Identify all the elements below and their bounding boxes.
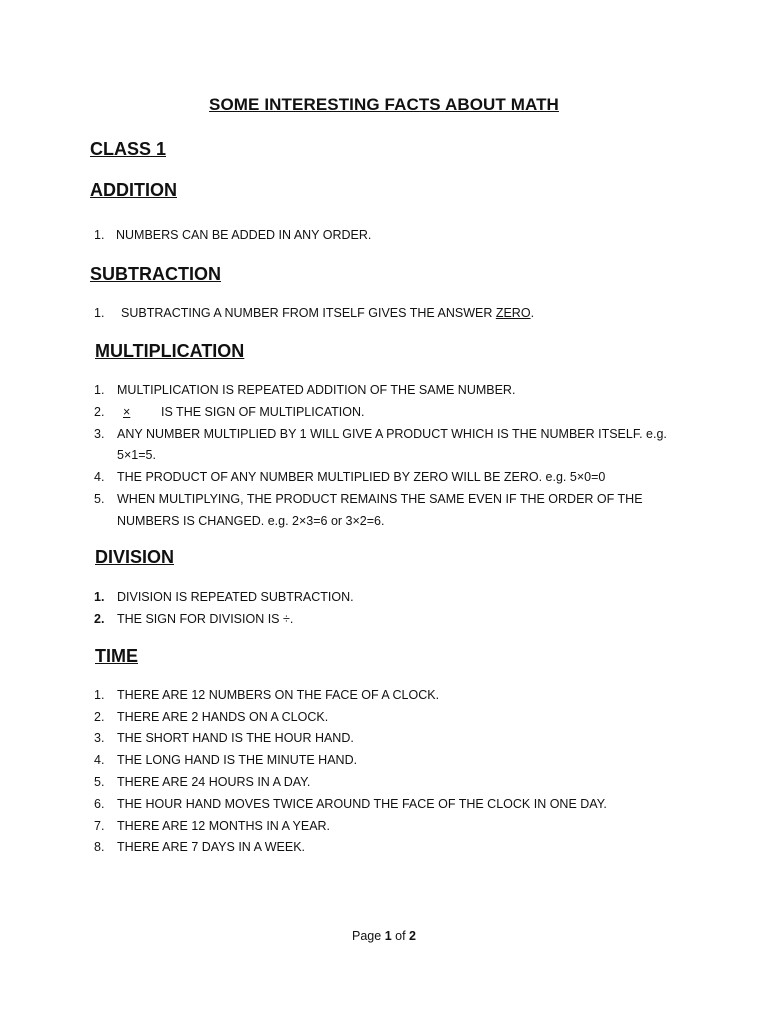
page-word: Page xyxy=(352,929,382,943)
list-text: THE SIGN FOR DIVISION IS ÷. xyxy=(117,612,294,626)
list-text xyxy=(121,306,534,320)
document-title: SOME INTERESTING FACTS ABOUT MATH xyxy=(209,95,559,114)
time-heading: TIME xyxy=(95,646,138,666)
class-heading: CLASS 1 xyxy=(90,139,167,159)
subtraction-heading: SUBTRACTION xyxy=(90,264,221,284)
page-footer xyxy=(0,929,768,943)
list-number: 5. xyxy=(94,492,105,506)
list-number: 2. xyxy=(94,612,105,626)
list-number: 1. xyxy=(94,306,105,320)
list-number: 7. xyxy=(94,819,105,833)
list-number: 2. xyxy=(94,710,105,724)
list-number: 3. xyxy=(94,427,105,441)
list-text: IS THE SIGN OF MULTIPLICATION. xyxy=(161,405,365,419)
list-text-part: SUBTRACTING A NUMBER FROM ITSELF GIVES THE ANSWER xyxy=(121,306,496,320)
list-text: ANY NUMBER MULTIPLIED BY 1 WILL GIVE A PRODUCT WHICH IS THE NUMBER ITSELF. e.g. xyxy=(117,427,667,441)
list-text: MULTIPLICATION IS REPEATED ADDITION OF THE SAME NUMBER. xyxy=(117,383,516,397)
list-number: 8. xyxy=(94,840,105,854)
list-text: THERE ARE 24 HOURS IN A DAY. xyxy=(117,775,311,789)
current-page-number: 1 xyxy=(384,929,392,943)
list-number: 1. xyxy=(94,228,105,242)
of-word: of xyxy=(395,929,406,943)
list-text: NUMBERS IS CHANGED. e.g. 2×3=6 or 3×2=6. xyxy=(117,514,385,528)
list-text: DIVISION IS REPEATED SUBTRACTION. xyxy=(117,590,354,604)
list-text: 5×1=5. xyxy=(117,448,156,462)
list-text: THERE ARE 7 DAYS IN A WEEK. xyxy=(117,840,306,854)
list-text: THERE ARE 12 NUMBERS ON THE FACE OF A CLOCK. xyxy=(117,688,440,702)
list-number: 4. xyxy=(94,753,105,767)
multiply-sign: × xyxy=(123,405,131,419)
list-number: 1. xyxy=(94,590,105,604)
division-heading: DIVISION xyxy=(95,547,175,567)
list-number: 6. xyxy=(94,797,105,811)
list-number: 3. xyxy=(94,731,105,745)
zero-underlined: ZERO xyxy=(495,306,531,320)
list-number: 4. xyxy=(94,470,105,484)
list-text-part: . xyxy=(530,306,535,320)
list-text: THE HOUR HAND MOVES TWICE AROUND THE FACE OF THE CLOCK IN ONE DAY. xyxy=(117,797,607,811)
list-text: THE PRODUCT OF ANY NUMBER MULTIPLIED BY ZERO WILL BE ZERO. e.g. 5×0=0 xyxy=(117,470,606,484)
list-text: THE SHORT HAND IS THE HOUR HAND. xyxy=(117,731,354,745)
total-pages-number: 2 xyxy=(409,929,416,943)
list-number: 2. xyxy=(94,405,105,419)
list-text: THERE ARE 12 MONTHS IN A YEAR. xyxy=(117,819,331,833)
list-text: THE LONG HAND IS THE MINUTE HAND. xyxy=(117,753,358,767)
multiplication-heading: MULTIPLICATION xyxy=(95,341,245,361)
list-text: NUMBERS CAN BE ADDED IN ANY ORDER. xyxy=(116,228,372,242)
addition-heading: ADDITION xyxy=(90,180,177,200)
list-text: THERE ARE 2 HANDS ON A CLOCK. xyxy=(117,710,329,724)
list-number: 5. xyxy=(94,775,105,789)
list-number: 1. xyxy=(94,688,105,702)
list-text: WHEN MULTIPLYING, THE PRODUCT REMAINS THE SAME EVEN IF THE ORDER OF THE xyxy=(117,492,643,506)
list-number: 1. xyxy=(94,383,105,397)
